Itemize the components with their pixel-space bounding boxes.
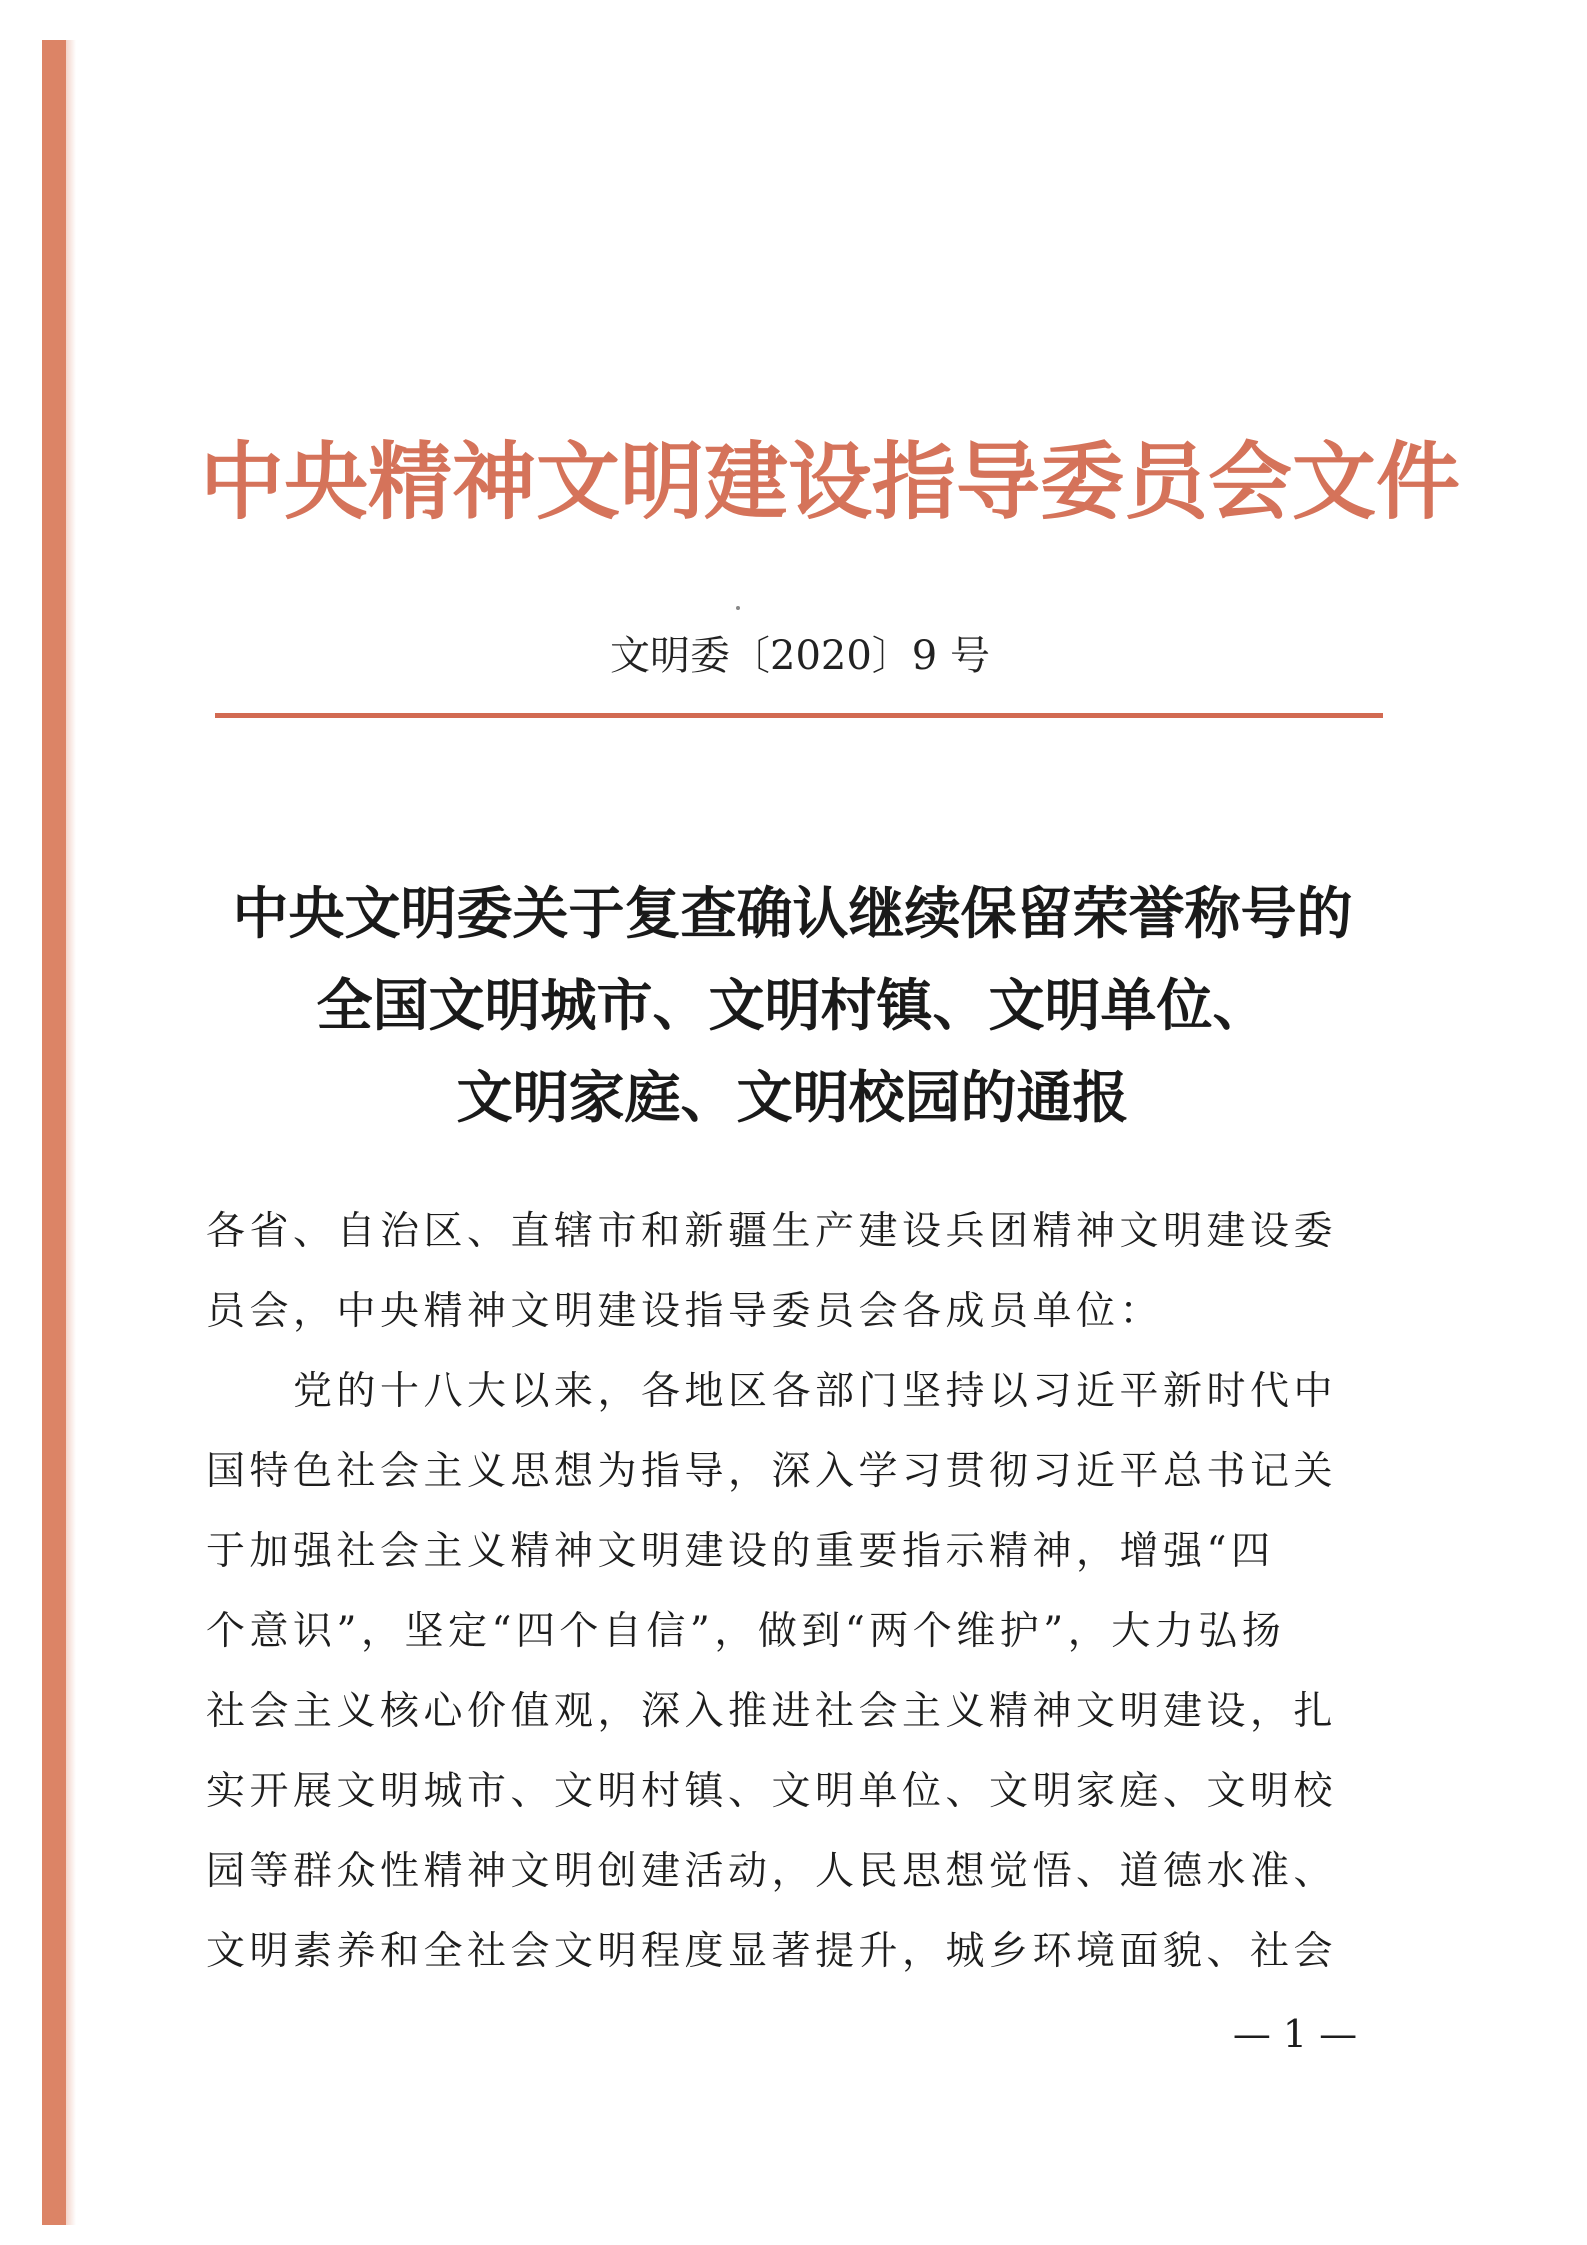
body-text (206, 1192, 1376, 1992)
issuer-title: 中央精神文明建设指导委员会文件 (200, 433, 1461, 531)
page-number: — 1 — (1232, 2012, 1358, 2056)
scan-speck (736, 606, 740, 610)
notice-title-line-1: 中央文明委关于复查确认继续保留荣誉称号的 (232, 881, 1353, 947)
body-line: 园等群众性精神文明创建活动，人民思想觉悟、道德水准、 (206, 1849, 1338, 1894)
red-separator-rule (215, 713, 1383, 718)
body-line: 各省、自治区、直辖市和新疆生产建设兵团精神文明建设委 (206, 1209, 1338, 1254)
body-line: 个意识”，坚定“四个自信”，做到“两个维护”，大力弘扬 (206, 1609, 1286, 1654)
body-line: 党的十八大以来，各地区各部门坚持以习近平新时代中 (206, 1369, 1338, 1414)
body-line: 员会，中央精神文明建设指导委员会各成员单位： (206, 1289, 1164, 1334)
body-line: 于加强社会主义精神文明建设的重要指示精神，增强“四 (206, 1529, 1275, 1574)
document-number: 文明委〔2020〕9 号 (610, 633, 990, 679)
body-line: 文明素养和全社会文明程度显著提升，城乡环境面貌、社会 (206, 1929, 1338, 1974)
body-line: 国特色社会主义思想为指导，深入学习贯彻习近平总书记关 (206, 1449, 1338, 1494)
notice-title (180, 868, 1405, 1144)
body-line: 社会主义核心价值观，深入推进社会主义精神文明建设，扎 (206, 1689, 1338, 1734)
notice-title-line-2: 全国文明城市、文明村镇、文明单位、 (316, 973, 1269, 1039)
notice-title-line-3: 文明家庭、文明校园的通报 (456, 1065, 1129, 1131)
red-binding-edge (42, 40, 66, 2225)
binding-edge-shadow (66, 40, 76, 2225)
body-line: 实开展文明城市、文明村镇、文明单位、文明家庭、文明校 (206, 1769, 1338, 1814)
